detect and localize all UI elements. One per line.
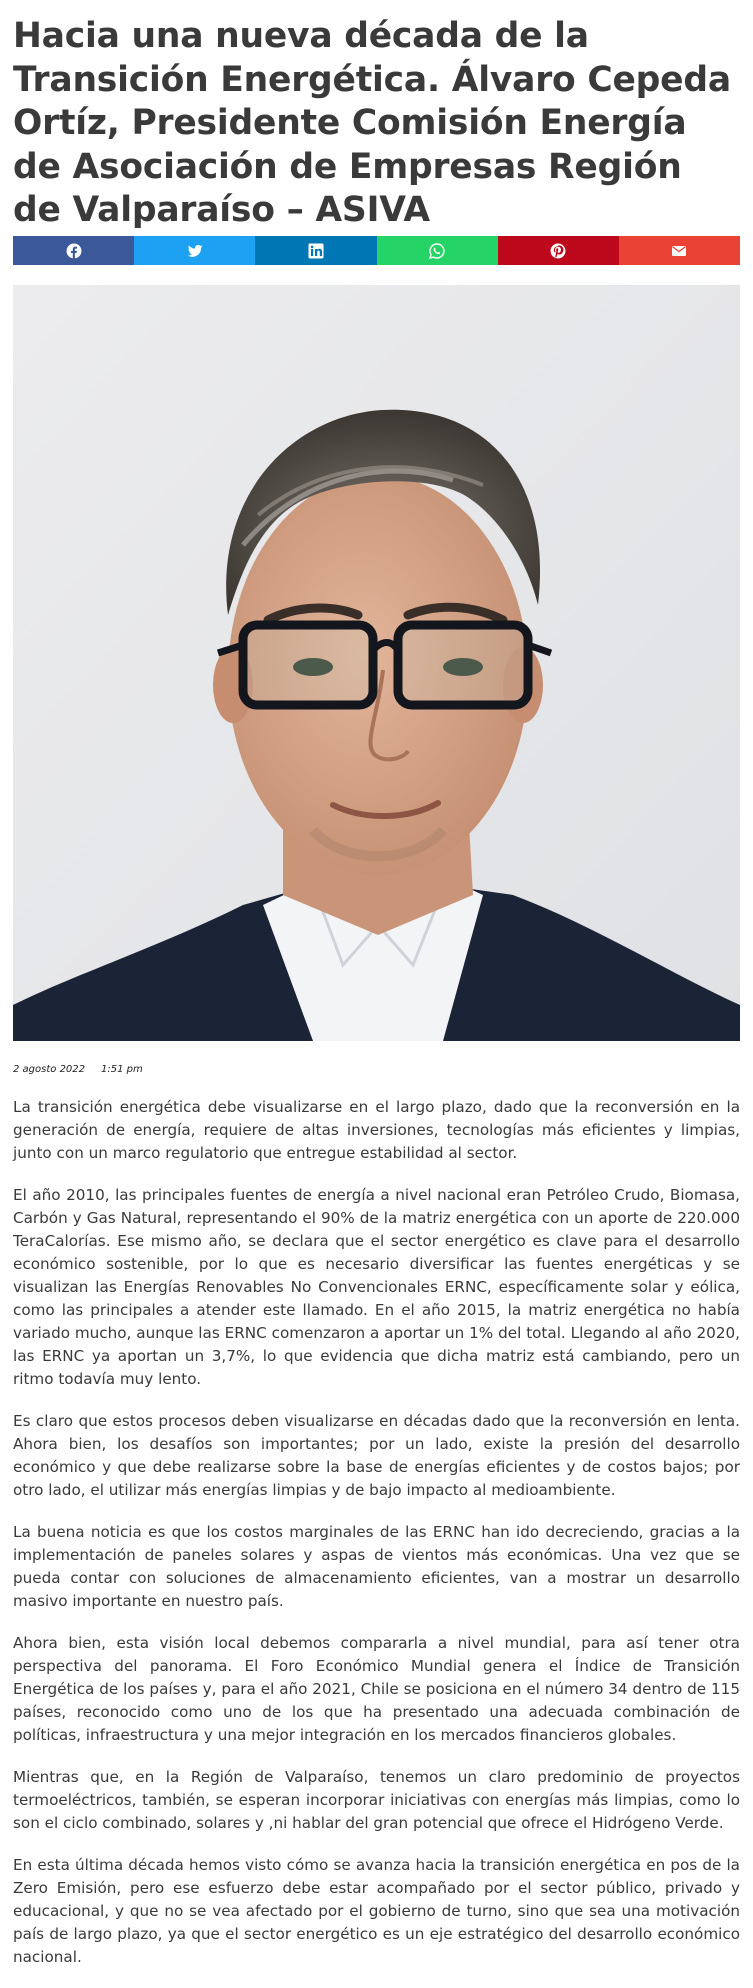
share-linkedin-button[interactable] [255,236,376,265]
share-whatsapp-button[interactable] [377,236,498,265]
paragraph: En esta última década hemos visto cómo se avanza hacia la transición energética en pos de la Zero Emisión, pero ese esfuerzo debe estar acompañado por el sector público, privado y educacional, y que no se vea afectado por el gobierno de turno, sino que sea una motivación país de largo plazo, ya que el sector energético es un eje estratégico del desarrollo económico nacional. [13,1856,740,1966]
article [13,15,740,233]
envelope-icon [671,243,687,259]
linkedin-icon [308,243,324,259]
share-bar [13,236,740,265]
whatsapp-icon [429,243,445,259]
article-body [13,1096,740,1988]
post-meta [13,1064,143,1078]
share-email-button[interactable] [619,236,740,265]
author-portrait-photo [13,285,740,1041]
paragraph: La buena noticia es que los costos marginales de las ERNC han ido decreciendo, gracias a la implementación de paneles solares y aspas de vientos más económicas. Una vez que se pueda contar con soluciones de almacenamiento eficientes, van a mostrar un desarrollo masivo importante en nuestro país. [13,1523,740,1610]
facebook-icon [66,243,82,259]
share-facebook-button[interactable] [13,236,134,265]
paragraph: El año 2010, las principales fuentes de energía a nivel nacional eran Petróleo Crudo, Biomasa, Carbón y Gas Natural, representando el 90% de la matriz energética con un aporte de 220.000 TeraCalorías. Ese mismo año, se declara que el sector energético es clave para el desarrollo económico sostenible, por lo que es necesario diversificar las fuentes energéticas y se visualizan las Energías Renovables No Convencionales ERNC, específicamente solar y eólica, como las principales a atender este llamado. En el año 2015, la matriz energética no había variado mucho, aunque las ERNC comenzaron a aportar un 1% del total. Llegando al año 2020, las ERNC ya aportan un 3,7%, lo que evidencia que dicha matriz está cambiando, pero un ritmo todavía muy lento. [13,1186,740,1388]
article-title: Hacia una nueva década de la Transición Energética. Álvaro Cepeda Ortíz, Presidente Comisión Energía de Asociación de Empresas Región de Valparaíso – ASIVA [13,16,731,230]
portrait-illustration [13,285,740,1041]
share-pinterest-button[interactable] [498,236,619,265]
share-twitter-button[interactable] [134,236,255,265]
paragraph: Ahora bien, esta visión local debemos compararla a nivel mundial, para así tener otra perspectiva del panorama. El Foro Económico Mundial genera el Índice de Transición Energética de los países y, para el año 2021, Chile se posiciona en el número 34 dentro de 115 países, reconocido como uno de los que ha presentado una adecuada combinación de políticas, infraestructura y una mejor integración en los mercados financieros globales. [13,1634,740,1744]
post-time: 1:51 pm [101,1064,143,1075]
twitter-icon [187,243,203,259]
paragraph: La transición energética debe visualizarse en el largo plazo, dado que la reconversión en la generación de energía, requiere de altas inversiones, tecnologías más eficientes y limpias, junto con un marco regulatorio que entregue estabilidad al sector. [13,1098,740,1162]
paragraph: Es claro que estos procesos deben visualizarse en décadas dado que la reconversión en lenta. Ahora bien, los desafíos son importantes; por un lado, existe la presión del desarrollo económico y que debe realizarse sobre la base de energías eficientes y de costos bajos; por otro lado, el utilizar más energías limpias y de bajo impacto al medioambiente. [13,1412,740,1499]
paragraph: Mientras que, en la Región de Valparaíso, tenemos un claro predominio de proyectos termoeléctricos, también, se esperan incorporar iniciativas con energías más limpias, como lo son el ciclo combinado, solares y ,ni hablar del gran potencial que ofrece el Hidrógeno Verde. [13,1768,740,1832]
post-date: 2 agosto 2022 [13,1064,86,1075]
pinterest-icon [550,243,566,259]
